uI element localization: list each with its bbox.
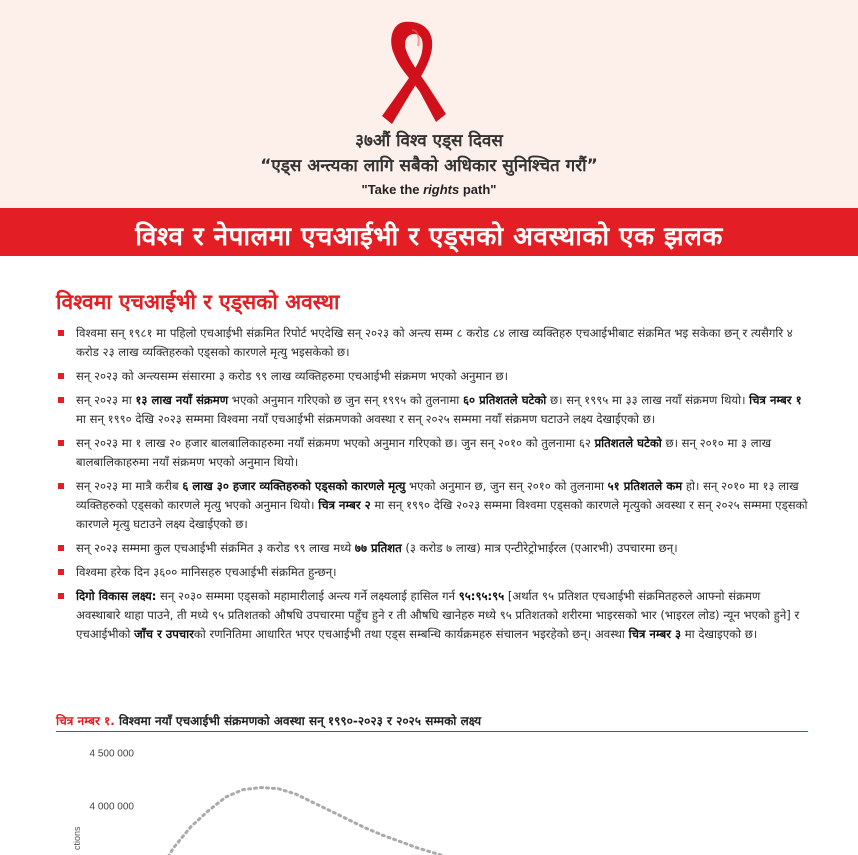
list-item (56, 587, 808, 644)
list-item (56, 391, 808, 429)
section-heading: विश्वमा एचआईभी र एड्सको अवस्था (56, 290, 340, 314)
body-text: मा देखाइएको छ। (681, 627, 758, 641)
list-item (56, 434, 808, 472)
y-axis-label: ctions (72, 826, 82, 850)
emphasis-text: चित्र नम्बर १ (749, 393, 802, 407)
emphasis-text: दिगो विकास लक्ष्य: (76, 589, 157, 603)
body-text: हो। सन् २०१० मा १३ लाख व्यक्तिहरुको एड्सको कारणले मृत्यु भएको अनुमान थियो। (76, 479, 799, 512)
figure-caption (56, 712, 481, 729)
emphasis-text: ७७ प्रतिशत (354, 541, 402, 555)
emphasis-text: चित्र नम्बर ३ (628, 627, 682, 641)
body-text: भएको अनुमान गरिएको छ जुन सन् १९९५ को तुलनामा (228, 393, 464, 407)
body-text: भएको अनुमान छ, जुन सन् २०१० को तुलनामा (405, 479, 608, 493)
english-slogan: "Take the rights path" (361, 182, 497, 197)
emphasis-text: ५१ प्रतिशतले कम (607, 479, 683, 493)
emphasis-text: ९५:९५:९५ (458, 589, 505, 603)
emphasis-text: जाँच र उपचार (134, 627, 194, 641)
title-banner (0, 208, 858, 256)
figure-label: चित्र नम्बर १. (56, 714, 115, 728)
body-text: को रणनितिमा आधारित भएर एचआईभी तथा एड्स सम्बन्धि कार्यक्रमहरु संचालन भइरहेको छन्। अवस्था (193, 627, 629, 641)
event-slogan: “एड्स अन्त्यका लागि सबैको अधिकार सुनिश्चित गरौं” (260, 156, 598, 176)
emphasis-text: ६० प्रतिशतले घटेको (463, 393, 547, 407)
body-text: विश्वमा हरेक दिन ३६०० मानिसहरु एचआईभी संक्रमित हुन्छन्। (76, 565, 337, 579)
body-text: मा सन् १९९० देखि २०२३ सम्ममा विश्वमा नयाँ एचआईभी संक्रमणको अवस्था र सन् २०२५ सम्ममा नयाँ संक्रमण घटाउने लक्ष्य देखाईएको छ। (76, 412, 656, 426)
header (0, 0, 858, 208)
emphasis-text: प्रतिशतले घटेको (594, 436, 662, 450)
body-text: सन् २०२३ को अन्त्यसम्म संसारमा ३ करोड ९९ लाख व्यक्तिहरुमा एचआईभी संक्रमण भएको अनुमान छ। (76, 369, 509, 383)
series-line-dotted (156, 788, 557, 855)
body-text: सन् २०२३ मा मात्रै करीब (76, 479, 183, 493)
emphasis-text: १३ लाख नयाँ संक्रमण (135, 393, 229, 407)
red-ribbon-icon (372, 18, 452, 128)
event-title: ३७औं विश्व एड्स दिवस (355, 131, 503, 151)
y-tick-label: 4 500 000 (89, 748, 134, 760)
body-text: छ। सन् १९९५ मा ३३ लाख नयाँ संक्रमण थियो। (546, 393, 750, 407)
list-item (56, 563, 808, 582)
body-text: सन् २०२३ मा १ लाख २० हजार बालबालिकाहरुमा नयाँ संक्रमण भएको अनुमान गरिएको छ। जुन सन् २०१० को तुलनामा ६२ (76, 436, 595, 450)
body-text: सन् २०२३ सम्ममा कुल एचआईभी संक्रमित ३ करोड ९९ लाख मध्ये (76, 541, 355, 555)
list-item (56, 539, 808, 558)
new-infections-chart (56, 732, 808, 855)
list-item (56, 324, 808, 362)
body-text: सन् २०३० सम्ममा एड्सको महामारीलाई अन्त्य गर्ने लक्ष्यलाई हासिल गर्न (156, 589, 459, 603)
body-text: [अर्थात ९५ प्रतिशत एचआईभी संक्रमितहरुले आफ्नो संक्रमण अवस्थाबारे थाहा पाउने, ती मध्ये ९५ प्रतिशतको औषधि उपचारमा पहुँच हुने र ती औषधि खानेहरु मध्ये ९५ प्रतिशतको शरीरमा भाइरसको भार (भाइरल लोड) न्यून भएको हुने] र एचआईभीको (76, 589, 800, 641)
body-text: मा सन् १९९० देखि २०२३ सम्ममा विश्वमा एड्सको कारणले मृत्युको अवस्था र सन् २०२५ सम्ममा एड्सको कारणले मृत्यु घटाउने लक्ष्य देखाईएको छ। (76, 498, 808, 531)
body-text: (३ करोड ७ लाख) मात्र एन्टीरेट्रोभाईरल (एआरभी) उपचारमा छन्। (401, 541, 678, 555)
fact-list (56, 324, 808, 649)
list-item (56, 367, 808, 386)
figure-title: विश्वमा नयाँ एचआईभी संक्रमणको अवस्था सन् १९९०-२०२३ र २०२५ सम्मको लक्ष्य (114, 714, 482, 728)
emphasis-text: ६ लाख ३० हजार व्यक्तिहरुको एड्सको कारणले मृत्यु (182, 479, 406, 493)
emphasis-text: चित्र नम्बर २ (318, 498, 371, 512)
y-tick-label: 4 000 000 (89, 801, 134, 813)
body-text: छ। सन् २०१० मा ३ लाख बालबालिकाहरुमा नयाँ संक्रमण भएको अनुमान थियो। (76, 436, 772, 469)
body-text: विश्वमा सन् १९८१ मा पहिलो एचआईभी संक्रमित रिपोर्ट भएदेखि सन् २०२३ को अन्त्य सम्म ८ करोड ८४ लाख व्यक्तिहरु एचआईभीबाट संक्रमित भइ सकेका छन् र त्यसैगरि ४ करोड २३ लाख व्यक्तिहरुको एड्सको कारणले मृत्यु भइसकेको छ। (76, 326, 793, 359)
list-item (56, 477, 808, 534)
banner-title: विश्व र नेपालमा एचआईभी र एड्सको अवस्थाको एक झलक (135, 222, 723, 252)
body-text: सन् २०२३ मा (76, 393, 136, 407)
